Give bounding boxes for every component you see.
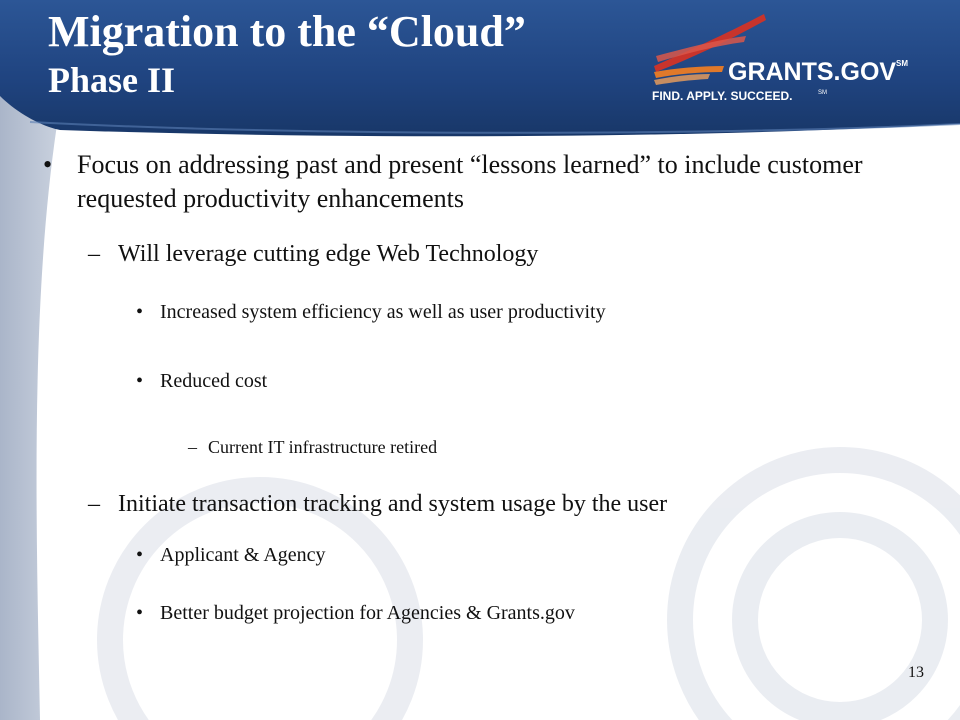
sub-item-web-technology <box>88 240 539 268</box>
sub-sub-item-text: Current IT infrastructure retired <box>208 437 438 457</box>
bullet-dot: • <box>136 301 144 323</box>
list-item-text: Better budget projection for Agencies & Grants.gov <box>160 602 575 624</box>
list-item <box>136 543 326 567</box>
list-item <box>136 369 268 393</box>
left-band <box>0 90 58 720</box>
logo-tagline-mark: SM <box>818 90 827 96</box>
bullet-main-text: Focus on addressing past and present “lessons learned” to include customer requested productivity enhancements <box>77 150 863 213</box>
sub-item-transaction-tracking <box>88 490 668 518</box>
list-item <box>136 300 606 324</box>
sub-sub-item <box>188 436 438 458</box>
dash-marker: – <box>88 491 100 517</box>
list-item-text: Increased system efficiency as well as user productivity <box>160 301 606 323</box>
list-item-text: Applicant & Agency <box>160 544 326 566</box>
title-sub: Phase II <box>48 60 176 100</box>
logo-name: GRANTS.GOV <box>728 58 897 86</box>
logo-trademark: SM <box>896 59 908 68</box>
list-item <box>136 601 575 625</box>
slide-title <box>48 6 526 102</box>
dash-marker: – <box>88 241 100 267</box>
bullet-dot: • <box>43 150 53 179</box>
bullet-dot: • <box>136 602 144 624</box>
bullet-main <box>43 148 927 216</box>
title-main: Migration to the “Cloud” <box>48 7 526 56</box>
dash-marker: – <box>188 437 197 457</box>
sub-item-text: Will leverage cutting edge Web Technology <box>118 241 539 267</box>
bullet-dot: • <box>136 370 144 392</box>
list-item-text: Reduced cost <box>160 370 268 392</box>
bullet-dot: • <box>136 544 144 566</box>
grants-gov-logo <box>646 8 926 104</box>
logo-tagline: FIND. APPLY. SUCCEED. <box>652 89 793 103</box>
page-number: 13 <box>908 664 924 681</box>
sub-item-text: Initiate transaction tracking and system usage by the user <box>118 491 668 517</box>
